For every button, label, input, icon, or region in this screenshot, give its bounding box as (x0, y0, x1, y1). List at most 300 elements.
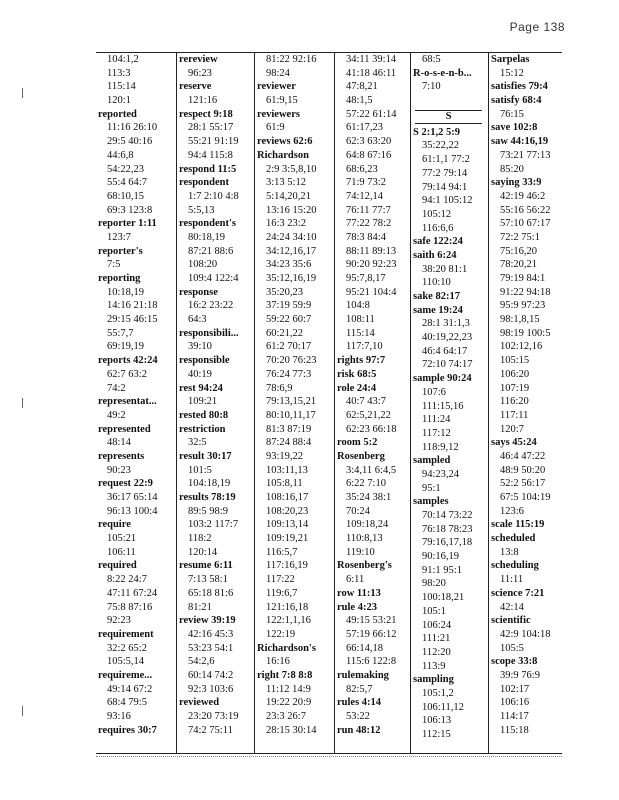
page-line-reference: 76:18 78:23 (422, 523, 473, 535)
index-term: reporting (98, 273, 141, 284)
page-line-reference: 42:19 46:2 (500, 190, 546, 202)
page-line-reference: 35:24 38:1 (346, 492, 392, 503)
page-line-reference: 7:13 58:1 (188, 574, 228, 586)
page-line-reference: 32:2 65:2 (107, 642, 147, 654)
page-line-reference: 115:18 (500, 724, 529, 736)
page-line-reference: 106:11,12 (422, 701, 464, 713)
page-line-reference: 70:24 (346, 505, 370, 517)
page-line-reference: 60:14 74:2 (188, 669, 234, 681)
page-line-reference: 16:2 23:22 (188, 300, 234, 312)
page-number: Page 138 (509, 20, 565, 34)
page-line-reference: 54:2,6 (188, 656, 215, 668)
page-line-reference: 11:16 26:10 (107, 122, 158, 134)
page-line-reference: 106:16 (500, 697, 530, 709)
page-line-reference: 81:22 92:16 (266, 54, 317, 65)
index-term: Richardson's (257, 642, 316, 654)
page-line-reference: 57:22 61:14 (346, 108, 397, 120)
index-term: Richardson (257, 149, 309, 161)
page-line-reference: 105:12 (422, 208, 452, 220)
page-line-reference: 122:19 (266, 628, 296, 640)
page-line-reference: 24:24 34:10 (266, 231, 317, 243)
page-line-reference: 74:2 (107, 382, 126, 394)
index-term: require (98, 519, 131, 531)
page-line-reference: 78:6,9 (266, 382, 293, 394)
page-line-reference: 102:17 (500, 683, 530, 695)
index-term: respondent (179, 177, 229, 189)
page-line-reference: 119:10 (346, 546, 375, 558)
page-line-reference: 40:19 (188, 368, 212, 380)
page-line-reference: 104:18,19 (188, 478, 231, 490)
index-term: reported (98, 108, 137, 120)
page-line-reference: 59:22 60:7 (266, 314, 312, 326)
index-term: scope 33:8 (491, 656, 538, 668)
index-term: responsibili... (179, 327, 239, 339)
page-line-reference: 110:10 (422, 277, 451, 289)
page-line-reference: 90:20 92:23 (346, 259, 397, 271)
page-line-reference: 32:5 (188, 437, 207, 449)
page-line-reference: 109:19,21 (266, 533, 309, 545)
page-line-reference: 111:21 (422, 633, 451, 645)
page-line-reference: 39:10 (188, 341, 212, 353)
page-line-reference: 105:1 (422, 605, 446, 617)
index-term: reviewer (257, 81, 296, 93)
index-term: sampling (413, 674, 454, 686)
page-line-reference: 3:13 5:12 (266, 177, 306, 189)
index-term: rules 4:14 (337, 697, 382, 709)
page-line-reference: 3:4,11 6:4,5 (346, 464, 397, 476)
page-line-reference: 48:1,5 (346, 95, 373, 107)
page-line-reference: 120:1 (107, 95, 131, 107)
page-line-reference: 41:18 46:11 (346, 67, 397, 79)
page-line-reference: 5:5,13 (188, 204, 215, 216)
page-line-reference: 55:21 91:19 (188, 136, 239, 148)
page-line-reference: 35:12,16,19 (266, 273, 317, 284)
page-line-reference: 79:13,15,21 (266, 396, 317, 408)
page-line-reference: 116:5,7 (266, 546, 298, 558)
word-index-grid (96, 52, 562, 754)
page-line-reference: 106:11 (107, 546, 136, 558)
page-line-reference: 92:3 103:6 (188, 683, 234, 695)
page-line-reference: 65:18 81:6 (188, 587, 234, 599)
index-term: satisfy 68:4 (491, 95, 542, 107)
page-line-reference: 34:11 39:14 (346, 54, 397, 65)
page-line-reference: 64:3 (188, 314, 207, 326)
page-line-reference: 118:2 (188, 533, 212, 545)
index-term: rereview (179, 54, 218, 65)
page-line-reference: 15:12 (500, 67, 524, 79)
page-line-reference: 106:13 (422, 715, 452, 727)
page-line-reference: 77:2 79:14 (422, 167, 468, 179)
page-line-reference: 78:20,21 (500, 259, 538, 271)
page-line-reference: 110:8,13 (346, 533, 383, 545)
page-line-reference: 123:6 (500, 505, 524, 517)
page-line-reference: 42:9 104:18 (500, 628, 551, 640)
page-line-reference: 14:16 21:18 (107, 300, 158, 312)
page-line-reference: 98:1,8,15 (500, 314, 540, 326)
page-line-reference: 108:11 (346, 314, 375, 326)
page-line-reference: 7:5 (107, 259, 121, 271)
page-line-reference: 120:7 (500, 423, 524, 435)
page-line-reference: 121:16,18 (266, 601, 309, 613)
index-term: Sarpelas (491, 54, 530, 65)
page-line-reference: 122:1,1,16 (266, 615, 311, 627)
index-term: review 39:19 (179, 615, 236, 627)
page-line-reference: 117:11 (500, 409, 529, 421)
page-line-reference: 96:13 100:4 (107, 505, 158, 517)
page-line-reference: 48:9 50:20 (500, 464, 546, 476)
index-term: rested 80:8 (179, 409, 229, 421)
page-line-reference: 66:14,18 (346, 642, 384, 654)
page-line-reference: 105:5,14 (107, 656, 145, 668)
page-line-reference: 102:12,16 (500, 341, 543, 353)
index-term: sample 90:24 (413, 373, 472, 385)
index-term: reporter's (98, 245, 143, 257)
page-line-reference: 95:7,8,17 (346, 273, 386, 284)
page-line-reference: 116:20 (500, 396, 529, 408)
index-term: samples (413, 496, 449, 508)
page-line-reference: 53:22 (346, 711, 370, 722)
page-line-reference: 95:21 104:4 (346, 286, 397, 298)
index-term: safe 122:24 (413, 236, 463, 248)
page-line-reference: 87:24 88:4 (266, 437, 312, 449)
index-term: rule 4:23 (337, 601, 377, 613)
page-line-reference: 87:21 88:6 (188, 245, 234, 257)
index-column-3 (254, 53, 334, 753)
index-term: requires 30:7 (98, 724, 157, 736)
page-line-reference: 119:6,7 (266, 587, 298, 599)
page-line-reference: 67:5 104:19 (500, 492, 551, 503)
page-line-reference: 47:8,21 (346, 81, 378, 93)
index-term: reviewers (257, 108, 300, 120)
page-line-reference: 55:16 56:22 (500, 204, 551, 216)
page-line-reference: 109:18,24 (346, 519, 389, 531)
page-line-reference: 91:22 94:18 (500, 286, 551, 298)
page-line-reference: 95:9 97:23 (500, 300, 546, 312)
index-term: reviewed (179, 697, 220, 709)
page-line-reference: 57:10 67:17 (500, 218, 551, 230)
page-line-reference: 78:3 84:4 (346, 231, 386, 243)
page-line-reference: 55:4 64:7 (107, 177, 147, 189)
index-term: risk 68:5 (337, 368, 377, 380)
page-line-reference: 8:22 24:7 (107, 574, 147, 586)
page-line-reference: 53:23 54:1 (188, 642, 234, 654)
page-line-reference: 54:22,23 (107, 163, 145, 175)
index-term: representat... (98, 396, 157, 408)
page-line-reference: 115:6 122:8 (346, 656, 397, 668)
page-line-reference: 108:20,23 (266, 505, 309, 517)
index-term: reporter 1:11 (98, 218, 157, 230)
index-term: results 78:19 (179, 492, 236, 503)
index-term: restriction (179, 423, 226, 435)
page-line-reference: 118:9,12 (422, 441, 459, 453)
page-line-reference: 114:17 (500, 711, 529, 722)
page-line-reference: 117:7,10 (346, 341, 383, 353)
page-line-reference: 11:12 14:9 (266, 683, 311, 695)
page-line-reference: 72:2 75:1 (500, 231, 540, 243)
index-term: S 2:1,2 5:9 (413, 126, 460, 138)
page-line-reference: 16:16 (266, 656, 290, 668)
page-line-reference: 29:15 46:15 (107, 314, 158, 326)
page-line-reference: 117:22 (266, 574, 295, 586)
index-column-4 (334, 53, 410, 753)
index-term: response (179, 286, 218, 298)
page-line-reference: 29:5 40:16 (107, 136, 153, 148)
page-line-reference: 5:14,20,21 (266, 190, 311, 202)
page-line-reference: 107:19 (500, 382, 530, 394)
page-line-reference: 106:24 (422, 619, 452, 631)
page-line-reference: 79:19 84:1 (500, 273, 546, 284)
page-line-reference: 72:10 74:17 (422, 359, 473, 371)
page-line-reference: 19:22 20:9 (266, 697, 312, 709)
page-line-reference: 48:14 (107, 437, 131, 449)
page-line-reference: 109:4 122:4 (188, 273, 239, 284)
page-line-reference: 117:16,19 (266, 560, 308, 572)
page-line-reference: 93:19,22 (266, 450, 304, 462)
page-line-reference: 94:4 115:8 (188, 149, 233, 161)
index-term: same 19:24 (413, 304, 463, 316)
page-line-reference: 79:14 94:1 (422, 181, 468, 193)
page-line-reference: 61:1,1 77:2 (422, 154, 470, 166)
page-line-reference: 40:19,22,23 (422, 332, 473, 344)
page-line-reference: 61:2 70:17 (266, 341, 312, 353)
page-line-reference: 11:11 (500, 574, 524, 586)
page-line-reference: 62:5,21,22 (346, 409, 391, 421)
page-line-reference: 6:11 (346, 574, 365, 586)
index-term: respondent's (179, 218, 236, 230)
page-line-reference: 62:7 63:2 (107, 368, 147, 380)
page-line-reference: 61:9 (266, 122, 285, 134)
page-line-reference: 49:2 (107, 409, 126, 421)
index-column-5 (410, 53, 488, 753)
index-term: reserve (179, 81, 212, 93)
page-line-reference: 28:1 31:1,3 (422, 318, 470, 330)
page-line-reference: 68:5 (422, 54, 441, 65)
index-term: says 45:24 (491, 437, 537, 449)
page-line-reference: 94:23,24 (422, 468, 460, 480)
index-term: R-o-s-e-n-b... (413, 67, 472, 79)
page-line-reference: 16:3 23:2 (266, 218, 306, 230)
page-line-reference: 103:11,13 (266, 464, 308, 476)
index-column-2 (176, 53, 254, 753)
page-line-reference: 74:12,14 (346, 190, 384, 202)
page-line-reference: 74:2 75:11 (188, 724, 233, 736)
page-line-reference: 112:20 (422, 646, 451, 658)
page-line-reference: 68:6,23 (346, 163, 378, 175)
page-line-reference: 28:15 30:14 (266, 724, 317, 736)
page-line-reference: 80:10,11,17 (266, 409, 316, 421)
index-term: right 7:8 8:8 (257, 669, 313, 681)
page-line-reference: 40:7 43:7 (346, 396, 386, 408)
page-line-reference: 101:5 (188, 464, 212, 476)
index-term: sampled (413, 455, 451, 467)
page-line-reference: 34:12,16,17 (266, 245, 317, 257)
page-line-reference: 71:9 73:2 (346, 177, 386, 189)
section-letter-heading: S (415, 110, 482, 124)
page-line-reference: 107:6 (422, 386, 446, 398)
page-line-reference: 23:20 73:19 (188, 711, 239, 722)
binding-mark (22, 706, 25, 716)
page-line-reference: 108:16,17 (266, 492, 309, 503)
index-term: saying 33:9 (491, 177, 542, 189)
page-line-reference: 36:17 65:14 (107, 492, 158, 503)
page-line-reference: 62:23 66:18 (346, 423, 397, 435)
index-column-1 (96, 53, 176, 753)
page-line-reference: 39:9 76:9 (500, 669, 540, 681)
page-line-reference: 82:5,7 (346, 683, 373, 695)
index-term: scale 115:19 (491, 519, 545, 531)
page-line-reference: 111:15,16 (422, 400, 464, 412)
page-line-reference: 115:14 (346, 327, 375, 339)
index-term: scientific (491, 615, 531, 627)
page-line-reference: 10:18,19 (107, 286, 145, 298)
page-line-reference: 42:16 45:3 (188, 628, 234, 640)
index-term: rights 97:7 (337, 355, 386, 367)
index-term: represented (98, 423, 151, 435)
index-term: request 22:9 (98, 478, 153, 490)
page-line-reference: 93:16 (107, 711, 131, 722)
index-term: Rosenberg's (337, 560, 392, 572)
index-term: room 5:2 (337, 437, 378, 449)
page-line-reference: 76:24 77:3 (266, 368, 312, 380)
scan-artifact (96, 756, 562, 761)
page-line-reference: 92:23 (107, 615, 131, 627)
index-term: row 11:13 (337, 587, 381, 599)
index-term: respect 9:18 (179, 108, 233, 120)
page-line-reference: 49:14 67:2 (107, 683, 153, 695)
index-term: requirement (98, 628, 154, 640)
page-line-reference: 104:8 (346, 300, 370, 312)
index-term: required (98, 560, 137, 572)
index-term: reviews 62:6 (257, 136, 313, 148)
binding-mark (22, 398, 25, 408)
page-line-reference: 117:12 (422, 427, 451, 439)
page-line-reference: 113:3 (107, 67, 131, 79)
page-line-reference: 75:8 87:16 (107, 601, 153, 613)
page-line-reference: 68:10,15 (107, 190, 145, 202)
page-line-reference: 91:1 95:1 (422, 564, 462, 576)
index-term: save 102:8 (491, 122, 538, 134)
page-line-reference: 68:4 79:5 (107, 697, 147, 709)
index-term: requireme... (98, 669, 153, 681)
page-line-reference: 105:1,2 (422, 687, 454, 699)
page-line-reference: 103:2 117:7 (188, 519, 239, 531)
page-line-reference: 104:1,2 (107, 54, 139, 65)
page-line-reference: 100:18,21 (422, 592, 465, 604)
page-line-reference: 28:1 55:17 (188, 122, 234, 134)
page-line-reference: 120:14 (188, 546, 218, 558)
page-line-reference: 73:21 77:13 (500, 149, 551, 161)
page-line-reference: 112:15 (422, 729, 451, 740)
page-line-reference: 44:6,8 (107, 149, 134, 161)
index-term: saw 44:16,19 (491, 136, 549, 148)
page-line-reference: 116:6,6 (422, 222, 454, 234)
index-column-6 (488, 53, 562, 753)
page-line-reference: 37:19 59:9 (266, 300, 312, 312)
page-line-reference: 89:5 98:9 (188, 505, 228, 517)
page-line-reference: 108:20 (188, 259, 218, 271)
page-line-reference: 47:11 67:24 (107, 587, 158, 599)
page-line-reference: 113:9 (422, 660, 446, 672)
index-term: result 30:17 (179, 450, 232, 462)
page-line-reference: 60:21,22 (266, 327, 304, 339)
index-term: scheduling (491, 560, 539, 572)
page-line-reference: 55:7,7 (107, 327, 134, 339)
page-line-reference: 121:16 (188, 95, 218, 107)
page-line-reference: 85:20 (500, 163, 524, 175)
index-term: represents (98, 450, 145, 462)
index-term: responsible (179, 355, 230, 367)
index-term: scheduled (491, 533, 536, 545)
page-line-reference: 61:17,23 (346, 122, 384, 134)
index-term: rulemaking (337, 669, 389, 681)
index-term: role 24:4 (337, 382, 377, 394)
page-line-reference: 80:18,19 (188, 231, 226, 243)
page-line-reference: 46:4 47:22 (500, 450, 546, 462)
index-term: rest 94:24 (179, 382, 223, 394)
page-line-reference: 98:19 100:5 (500, 327, 551, 339)
page-line-reference: 81:21 (188, 601, 212, 613)
page-line-reference: 76:11 77:7 (346, 204, 391, 216)
page-line-reference: 61:9,15 (266, 95, 298, 107)
page-line-reference: 69:3 123:8 (107, 204, 153, 216)
page-line-reference: 109:21 (188, 396, 218, 408)
page-line-reference: 75:16,20 (500, 245, 538, 257)
page-line-reference: 13:8 (500, 546, 519, 558)
page-line-reference: 70:20 76:23 (266, 355, 317, 367)
page-line-reference: 96:23 (188, 67, 212, 79)
page-line-reference: 95:1 (422, 482, 441, 494)
page-line-reference: 105:21 (107, 533, 137, 545)
page-line-reference: 35:20,23 (266, 286, 304, 298)
page-line-reference: 88:11 89:13 (346, 245, 397, 257)
page-line-reference: 90:16,19 (422, 551, 460, 563)
page-line-reference: 34:23 35:6 (266, 259, 312, 271)
page-line-reference: 98:24 (266, 67, 290, 79)
page-line-reference: 46:4 64:17 (422, 345, 468, 357)
index-term: run 48:12 (337, 724, 381, 736)
page-line-reference: 64:8 67:16 (346, 149, 392, 161)
page-line-reference: 94:1 105:12 (422, 195, 473, 207)
index-term: science 7:21 (491, 587, 545, 599)
binding-mark (22, 88, 25, 98)
page-line-reference: 90:23 (107, 464, 131, 476)
page-line-reference: 81:3 87:19 (266, 423, 312, 435)
page-line-reference: 35:22,22 (422, 140, 460, 152)
page-line-reference: 42:14 (500, 601, 524, 613)
index-term: resume 6:11 (179, 560, 233, 572)
page-line-reference: 105:5 (500, 642, 524, 654)
page-line-reference: 111:24 (422, 414, 451, 426)
page-line-reference: 105:15 (500, 355, 530, 367)
blank-line (413, 94, 488, 108)
page-line-reference: 115:14 (107, 81, 136, 93)
page-line-reference: 123:7 (107, 231, 131, 243)
index-term: sake 82:17 (413, 291, 460, 302)
page-line-reference: 106:20 (500, 368, 530, 380)
page-line-reference: 105:8,11 (266, 478, 303, 490)
page-line-reference: 77:22 78:2 (346, 218, 392, 230)
page-line-reference: 49:15 53:21 (346, 615, 397, 627)
page-line-reference: 98:20 (422, 578, 446, 590)
page-line-reference: 7:10 (422, 81, 441, 93)
page-line-reference: 79:16,17,18 (422, 537, 473, 549)
page-line-reference: 70:14 73:22 (422, 510, 473, 521)
page-line-reference: 69:19,19 (107, 341, 145, 353)
page-line-reference: 52:2 56:17 (500, 478, 546, 490)
page-line-reference: 23:3 26:7 (266, 711, 306, 722)
index-term: saith 6:24 (413, 249, 457, 261)
page-line-reference: 2:9 3:5,8,10 (266, 163, 317, 175)
